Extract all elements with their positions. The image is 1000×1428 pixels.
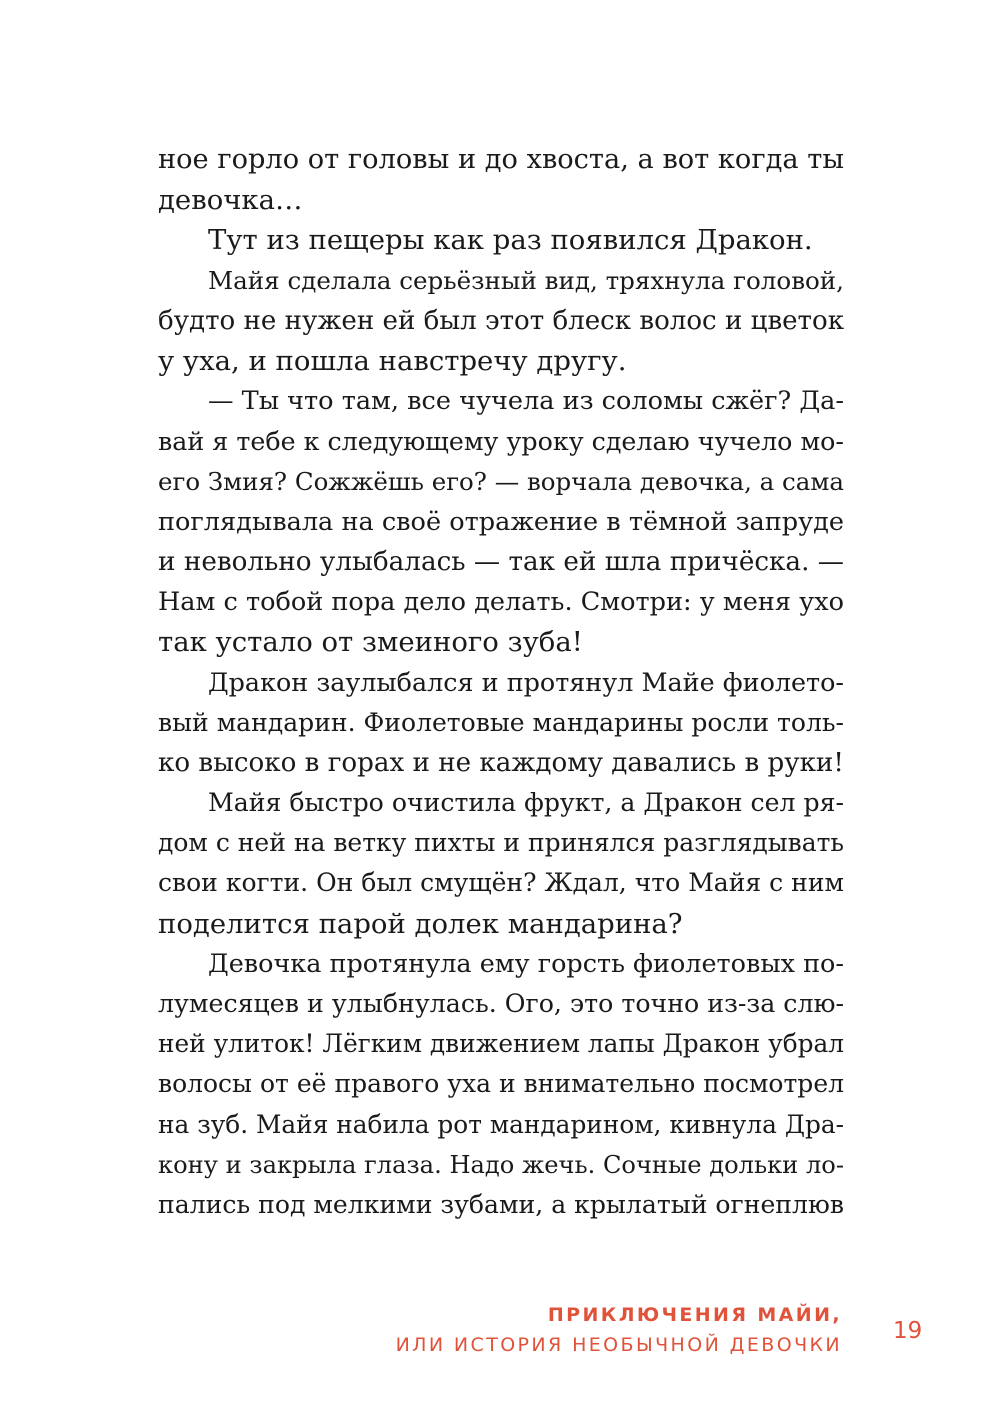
running-footer-title: [396, 1300, 842, 1360]
text-line: на зуб. Майя набила рот мандарином, кивнула Дра-: [158, 1109, 844, 1139]
footer-title-line-2: ИЛИ ИСТОРИЯ НЕОБЫЧНОЙ ДЕВОЧКИ: [395, 1334, 842, 1356]
text-line: волосы от её правого уха и внимательно посмотрел: [158, 1069, 844, 1099]
text-line: поделится парой долек мандарина?: [158, 907, 683, 940]
body-text: [158, 140, 844, 1225]
footer-title-line-1: ПРИКЛЮЧЕНИЯ МАЙИ,: [547, 1304, 842, 1326]
text-line: свои когти. Он был смущён? Ждал, что Майя с ним: [158, 868, 844, 898]
text-line: так устало от змеиного зуба!: [158, 626, 583, 659]
text-line: ко высоко в горах и не каждому давались в руки!: [158, 747, 844, 778]
text-line: поглядывала на своё отражение в тёмной запруде: [158, 506, 844, 537]
text-line: девочка…: [158, 184, 303, 217]
text-line: вай я тебе к следующему уроку сделаю чучело мо-: [158, 426, 844, 457]
text-line: Майя быстро очистила фрукт, а Дракон сел ря-: [208, 788, 844, 817]
text-line: его Змия? Сожжёшь его? — ворчала девочка, а сама: [158, 466, 844, 496]
text-line: у уха, и пошла навстречу другу.: [158, 344, 627, 377]
text-line: ней улиток! Лёгким движением лапы Дракон убрал: [158, 1029, 844, 1059]
text-line: дом с ней на ветку пихты и принялся разглядывать: [158, 828, 844, 858]
text-line: Девочка протянула ему горсть фиолетовых по-: [208, 948, 844, 979]
text-line: и невольно улыбалась — так ей шла причёска. —: [158, 546, 844, 577]
text-line: пались под мелкими зубами, а крылатый огнеплюв: [158, 1189, 844, 1219]
text-line: вый мандарин. Фиолетовые мандарины росли толь-: [158, 707, 844, 737]
text-line: кону и закрыла глаза. Надо жечь. Сочные дольки ло-: [158, 1150, 844, 1179]
text-line: Нам с тобой пора дело делать. Смотри: у меня ухо: [158, 587, 844, 618]
text-line: Тут из пещеры как раз появился Дракон.: [208, 224, 813, 257]
text-line: будто не нужен ей был этот блеск волос и цветок: [158, 305, 844, 336]
text-line: лумесяцев и улыбнулась. Ого, это точно из-за слю-: [158, 988, 844, 1018]
text-line: Майя сделала серьёзный вид, тряхнула головой,: [208, 265, 844, 295]
text-line: Дракон заулыбался и протянул Майе фиолето-: [208, 667, 844, 698]
text-line: ное горло от головы и до хвоста, а вот когда ты: [158, 144, 844, 175]
page-number: 19: [893, 1318, 923, 1344]
text-line: — Ты что там, все чучела из соломы сжёг? Да-: [208, 386, 844, 417]
